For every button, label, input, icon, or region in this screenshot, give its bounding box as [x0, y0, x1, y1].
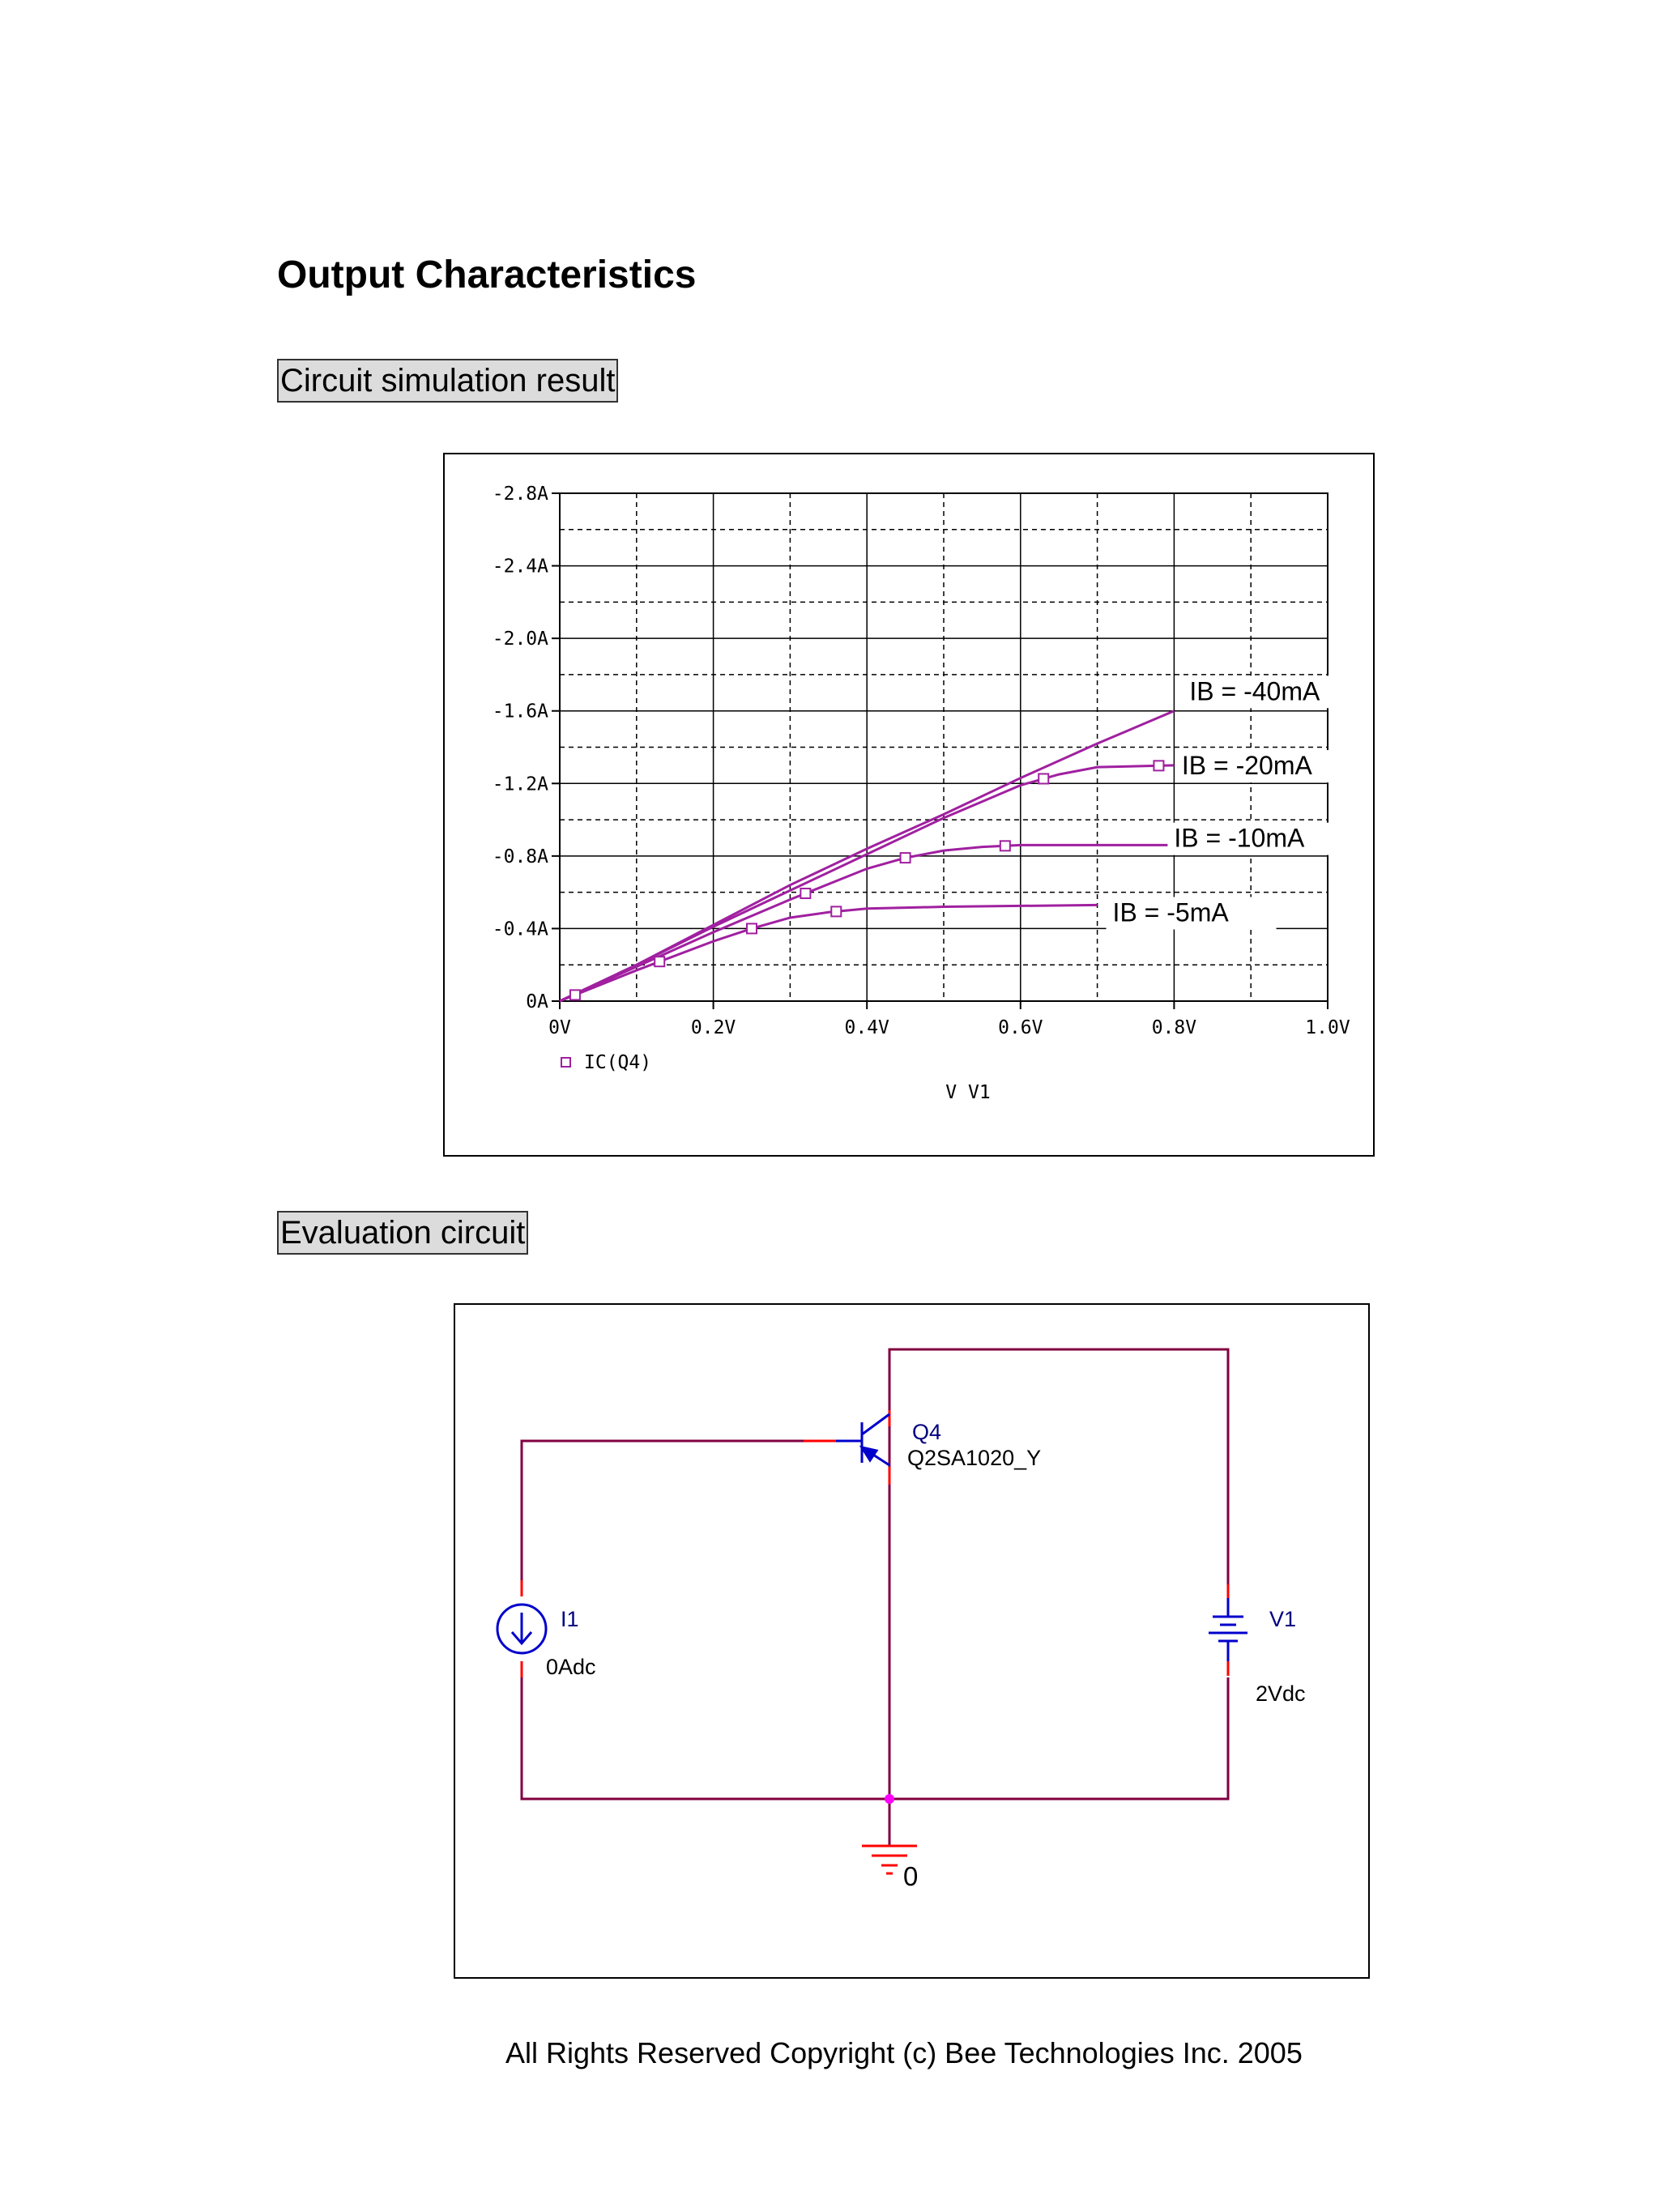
transistor-ref-label: Q4 — [912, 1420, 942, 1444]
x-tick-label: 1.0V — [1305, 1017, 1350, 1038]
section-label-simulation: Circuit simulation result — [277, 359, 618, 403]
evaluation-circuit-schematic — [455, 1305, 1368, 1977]
x-tick-label: 0.8V — [1151, 1017, 1197, 1038]
current-source-value-label: 0Adc — [546, 1655, 596, 1679]
series-marker — [1154, 761, 1163, 770]
series-marker — [747, 923, 757, 933]
series-label: IB = -5mA — [1112, 897, 1229, 927]
x-tick-label: 0.4V — [844, 1017, 889, 1038]
junction-node — [885, 1794, 894, 1804]
series-marker — [1038, 774, 1048, 783]
series-line — [560, 905, 1098, 1001]
y-tick-label: -2.0A — [492, 629, 548, 650]
series-label: IB = -20mA — [1181, 751, 1312, 781]
x-tick-label: 0V — [548, 1017, 571, 1038]
legend-label: IC(Q4) — [584, 1052, 652, 1073]
circuit-frame — [454, 1303, 1370, 1979]
y-tick-label: -1.6A — [492, 701, 548, 722]
section-label-evaluation: Evaluation circuit — [277, 1211, 528, 1255]
series-marker — [831, 906, 841, 916]
series-label: IB = -10mA — [1174, 823, 1305, 853]
emitter-arrow-icon — [862, 1447, 876, 1460]
output-characteristics-chart — [445, 454, 1373, 1155]
series-label: IB = -40mA — [1189, 676, 1320, 706]
x-tick-label: 0.6V — [998, 1017, 1043, 1038]
voltage-source-ref-label: V1 — [1269, 1607, 1297, 1631]
ground-net-label: 0 — [903, 1861, 919, 1891]
footer-copyright: All Rights Reserved Copyright (c) Bee Technologies Inc. 2005 — [505, 2036, 1303, 2069]
y-tick-label: -0.4A — [492, 918, 548, 940]
current-source-i1 — [497, 1605, 546, 1653]
y-tick-label: -1.2A — [492, 774, 548, 795]
series-marker — [655, 957, 664, 966]
transistor-q4 — [836, 1414, 889, 1465]
current-source-ref-label: I1 — [561, 1607, 579, 1631]
x-tick-label: 0.2V — [690, 1017, 736, 1038]
y-tick-label: -2.8A — [492, 484, 548, 505]
wire-base-i1 — [522, 1441, 841, 1580]
page-title: Output Characteristics — [277, 254, 697, 296]
series-marker — [901, 853, 911, 863]
series-marker — [1000, 841, 1010, 850]
chart-frame — [443, 453, 1375, 1157]
transistor-model-label: Q2SA1020_Y — [907, 1446, 1042, 1470]
y-tick-label: -2.4A — [492, 556, 548, 578]
series-marker — [800, 889, 810, 898]
wire-bottom-return — [522, 1669, 1228, 1799]
voltage-source-value-label: 2Vdc — [1256, 1681, 1306, 1706]
voltage-source-v1 — [1209, 1598, 1247, 1661]
y-tick-label: 0A — [526, 991, 548, 1012]
x-axis-label: V V1 — [945, 1082, 991, 1103]
legend-marker — [561, 1058, 570, 1067]
y-tick-label: -0.8A — [492, 846, 548, 867]
series-marker — [570, 990, 580, 999]
